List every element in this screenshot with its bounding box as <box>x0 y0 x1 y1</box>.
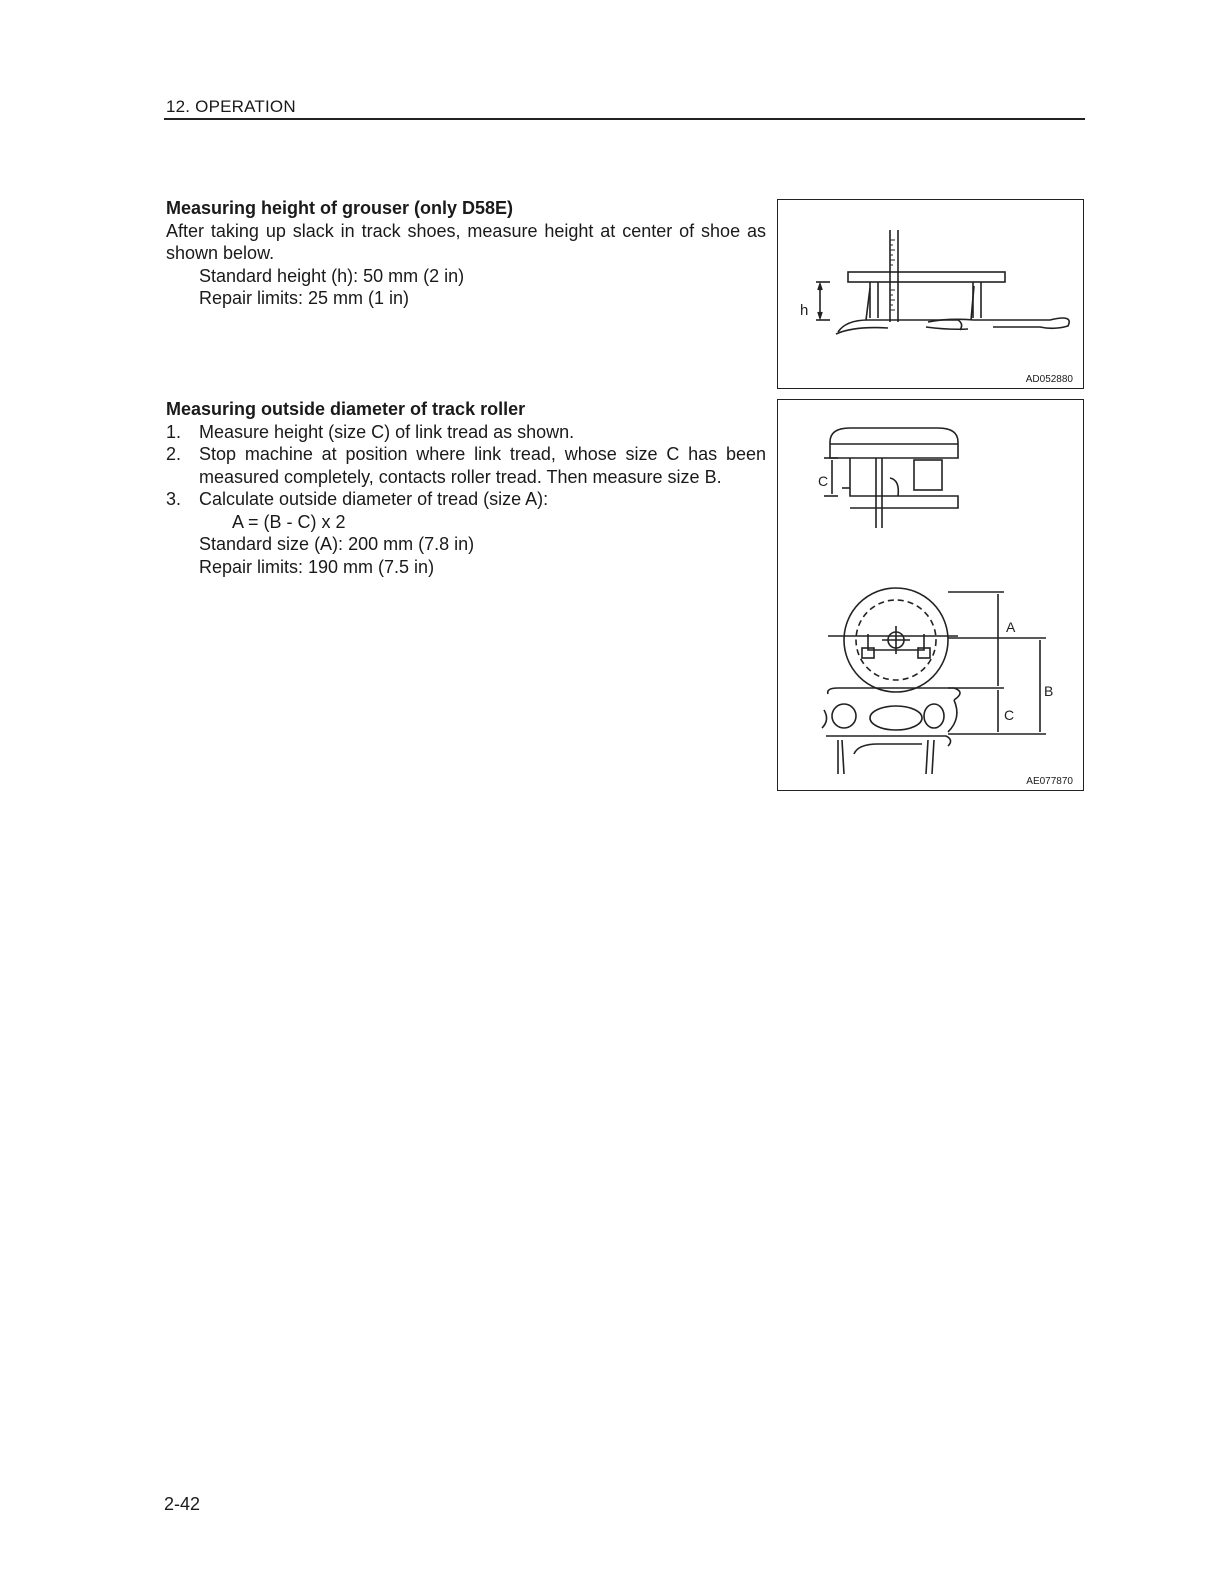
grouser-instructions: After taking up slack in track shoes, measure height at center of shoe as shown below. <box>166 220 766 263</box>
grouser-repair-limit: Repair limits: 25 mm (1 in) <box>199 288 410 308</box>
track-roller-heading: Measuring outside diameter of track roller <box>166 399 526 419</box>
track-roller-diagram <box>778 400 1083 790</box>
a-label: A <box>1006 619 1016 635</box>
h-label: h <box>800 302 809 319</box>
figure1-code: AD052880 <box>1025 374 1073 385</box>
step-item <box>166 443 766 488</box>
step-item <box>166 488 766 511</box>
step-number: 3. <box>166 489 182 509</box>
page-number: 2-42 <box>164 1494 201 1514</box>
grouser-heading: Measuring height of grouser (only D58E) <box>166 198 514 218</box>
step-item <box>166 421 766 444</box>
c-label: C <box>1004 707 1015 723</box>
step-text: Calculate outside diameter of tread (size A): <box>199 489 549 509</box>
c-top-label: C <box>818 473 829 489</box>
step-number: 1. <box>166 421 182 442</box>
track-roller-steps <box>166 421 766 511</box>
track-roller-figure <box>777 399 1084 791</box>
header-rule <box>164 118 1085 120</box>
step-text: Measure height (size C) of link tread as shown. <box>199 421 575 442</box>
grouser-section <box>166 197 766 310</box>
figure2-code: AE077870 <box>1026 776 1073 787</box>
step-text: Stop machine at position where link tread, whose size C has been measured completely, contacts roller tread. Then measure size B. <box>199 444 766 487</box>
diameter-formula: A = (B - C) x 2 <box>232 511 346 532</box>
step-number: 2. <box>166 444 182 464</box>
b-label: B <box>1044 683 1054 699</box>
roller-standard-size: Standard size (A): 200 mm (7.8 in) <box>199 534 475 554</box>
track-roller-section <box>166 398 766 578</box>
grouser-figure <box>777 199 1084 389</box>
roller-repair-limit: Repair limits: 190 mm (7.5 in) <box>199 556 435 577</box>
section-header: 12. OPERATION <box>166 97 296 116</box>
grouser-standard-height: Standard height (h): 50 mm (2 in) <box>199 265 465 286</box>
grouser-diagram <box>778 200 1083 388</box>
